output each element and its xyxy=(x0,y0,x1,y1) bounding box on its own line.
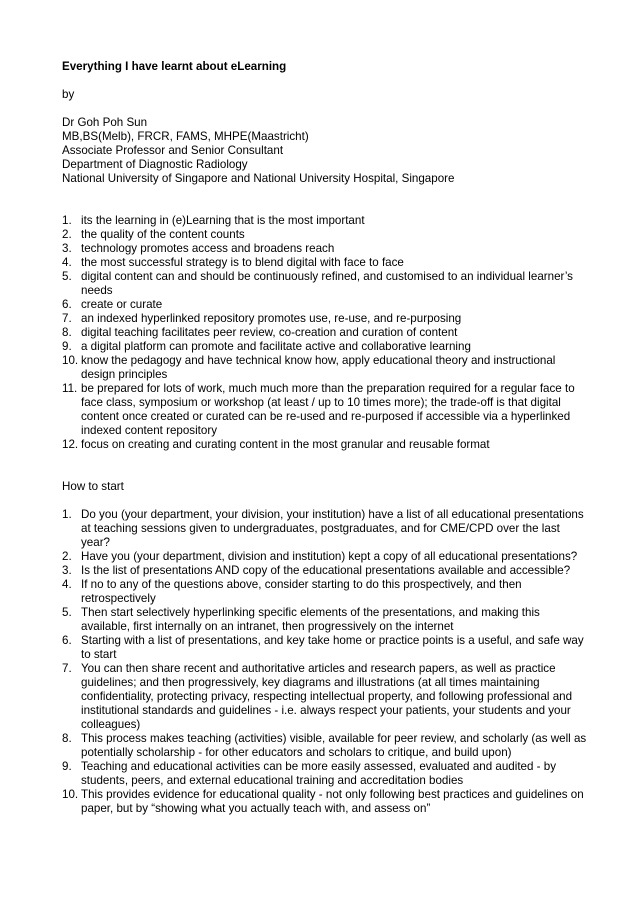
step-item-number: 3. xyxy=(62,564,72,577)
step-item-text: Have you (your department, division and institution) kept a copy of all educational presentations? xyxy=(81,550,578,563)
lesson-item-number: 7. xyxy=(62,312,72,325)
step-item xyxy=(62,550,592,564)
step-item xyxy=(62,788,592,816)
step-item-text: Starting with a list of presentations, and key take home or practice points is a useful, and safe way to start xyxy=(81,634,584,661)
step-item-text: Do you (your department, your division, your institution) have a list of all educational presentations at teaching sessions given to undergraduates, postgraduates, and for CME/CPD over the last year? xyxy=(81,508,584,549)
lesson-item-text: digital teaching facilitates peer review, co-creation and curation of content xyxy=(81,326,458,339)
lesson-item xyxy=(62,438,592,452)
step-item-number: 10. xyxy=(62,788,79,801)
lesson-item-text: the quality of the content counts xyxy=(81,228,245,241)
lesson-item-text: be prepared for lots of work, much much more than the preparation required for a regular face to face class, symposium or workshop (at least / up to 10 times more); the trade-off is that digital content once created or curated can be re-used and re-purposed if accessible via a hyperlinked indexed content repository xyxy=(81,382,575,437)
step-item xyxy=(62,606,592,634)
byline xyxy=(62,88,592,186)
document-page xyxy=(62,60,592,816)
step-item-text: This provides evidence for educational quality - not only following best practices and guidelines on paper, but by “showing what you actually teach with, and assess on” xyxy=(81,788,584,815)
lesson-item xyxy=(62,242,592,256)
author-position: Associate Professor and Senior Consultant xyxy=(62,144,284,157)
step-item-text: You can then share recent and authoritative articles and research papers, as well as practice guidelines; and then progressively, key diagrams and illustrations (at all times maintaining confidentiality, protecting privacy, respecting intellectual property, and following professional and institutional standards and guidelines - i.e. always respect your patients, your students and your colleagues) xyxy=(81,662,573,731)
author-qualifications: MB,BS(Melb), FRCR, FAMS, MHPE(Maastricht) xyxy=(62,130,309,143)
lesson-item xyxy=(62,340,592,354)
step-item-number: 2. xyxy=(62,550,72,563)
lesson-item xyxy=(62,382,592,438)
step-item-text: Teaching and educational activities can be more easily assessed, evaluated and audited - by students, peers, and external educational training and accreditation bodies xyxy=(81,760,556,787)
lesson-item-text: digital content can and should be continuously refined, and customised to an individual learner’s needs xyxy=(81,270,573,297)
step-item-number: 8. xyxy=(62,732,72,745)
lesson-item-text: focus on creating and curating content in the most granular and reusable format xyxy=(81,438,490,451)
lesson-item xyxy=(62,214,592,228)
step-item-text: If no to any of the questions above, consider starting to do this prospectively, and then retrospectively xyxy=(81,578,522,605)
lesson-item-number: 9. xyxy=(62,340,72,353)
lessons-list xyxy=(62,214,592,452)
step-item-number: 6. xyxy=(62,634,72,647)
lesson-item-text: a digital platform can promote and facilitate active and collaborative learning xyxy=(81,340,471,353)
lesson-item-number: 10. xyxy=(62,354,79,367)
step-item xyxy=(62,760,592,788)
step-item-number: 5. xyxy=(62,606,72,619)
step-item xyxy=(62,508,592,550)
document-title: Everything I have learnt about eLearning xyxy=(62,60,287,73)
lesson-item-number: 1. xyxy=(62,214,72,227)
step-item xyxy=(62,564,592,578)
step-item-number: 4. xyxy=(62,578,72,591)
how-to-start-heading: How to start xyxy=(62,480,124,493)
lesson-item-number: 8. xyxy=(62,326,72,339)
step-item xyxy=(62,578,592,606)
lesson-item-number: 3. xyxy=(62,242,72,255)
author-institution: National University of Singapore and National University Hospital, Singapore xyxy=(62,172,455,185)
lesson-item-text: create or curate xyxy=(81,298,163,311)
author-department: Department of Diagnostic Radiology xyxy=(62,158,248,171)
author-name: Dr Goh Poh Sun xyxy=(62,116,148,129)
lesson-item-text: the most successful strategy is to blend digital with face to face xyxy=(81,256,404,269)
step-item-number: 9. xyxy=(62,760,72,773)
lesson-item xyxy=(62,228,592,242)
lesson-item xyxy=(62,256,592,270)
lesson-item-number: 6. xyxy=(62,298,72,311)
lesson-item-number: 4. xyxy=(62,256,72,269)
step-item xyxy=(62,662,592,732)
lesson-item xyxy=(62,354,592,382)
lesson-item-number: 2. xyxy=(62,228,72,241)
lesson-item xyxy=(62,326,592,340)
lesson-item-text: know the pedagogy and have technical know how, apply educational theory and instructional design principles xyxy=(81,354,556,381)
lesson-item-text: an indexed hyperlinked repository promotes use, re-use, and re-purposing xyxy=(81,312,462,325)
lesson-item xyxy=(62,298,592,312)
step-item-text: Then start selectively hyperlinking specific elements of the presentations, and making this available, first internally on an intranet, then progressively on the internet xyxy=(81,606,540,633)
steps-list xyxy=(62,508,592,816)
step-item-number: 1. xyxy=(62,508,72,521)
lesson-item-text: its the learning in (e)Learning that is the most important xyxy=(81,214,365,227)
step-item xyxy=(62,732,592,760)
lesson-item-text: technology promotes access and broadens reach xyxy=(81,242,335,255)
step-item-text: Is the list of presentations AND copy of the educational presentations available and accessible? xyxy=(81,564,571,577)
by-text: by xyxy=(62,88,75,101)
lesson-item xyxy=(62,312,592,326)
lesson-item xyxy=(62,270,592,298)
lesson-item-number: 5. xyxy=(62,270,72,283)
step-item-number: 7. xyxy=(62,662,72,675)
lesson-item-number: 11. xyxy=(62,382,78,395)
step-item-text: This process makes teaching (activities) visible, available for peer review, and scholarly (as well as potentially scholarship - for other educators and scholars to critique, and build upon) xyxy=(81,732,587,759)
step-item xyxy=(62,634,592,662)
lesson-item-number: 12. xyxy=(62,438,79,451)
